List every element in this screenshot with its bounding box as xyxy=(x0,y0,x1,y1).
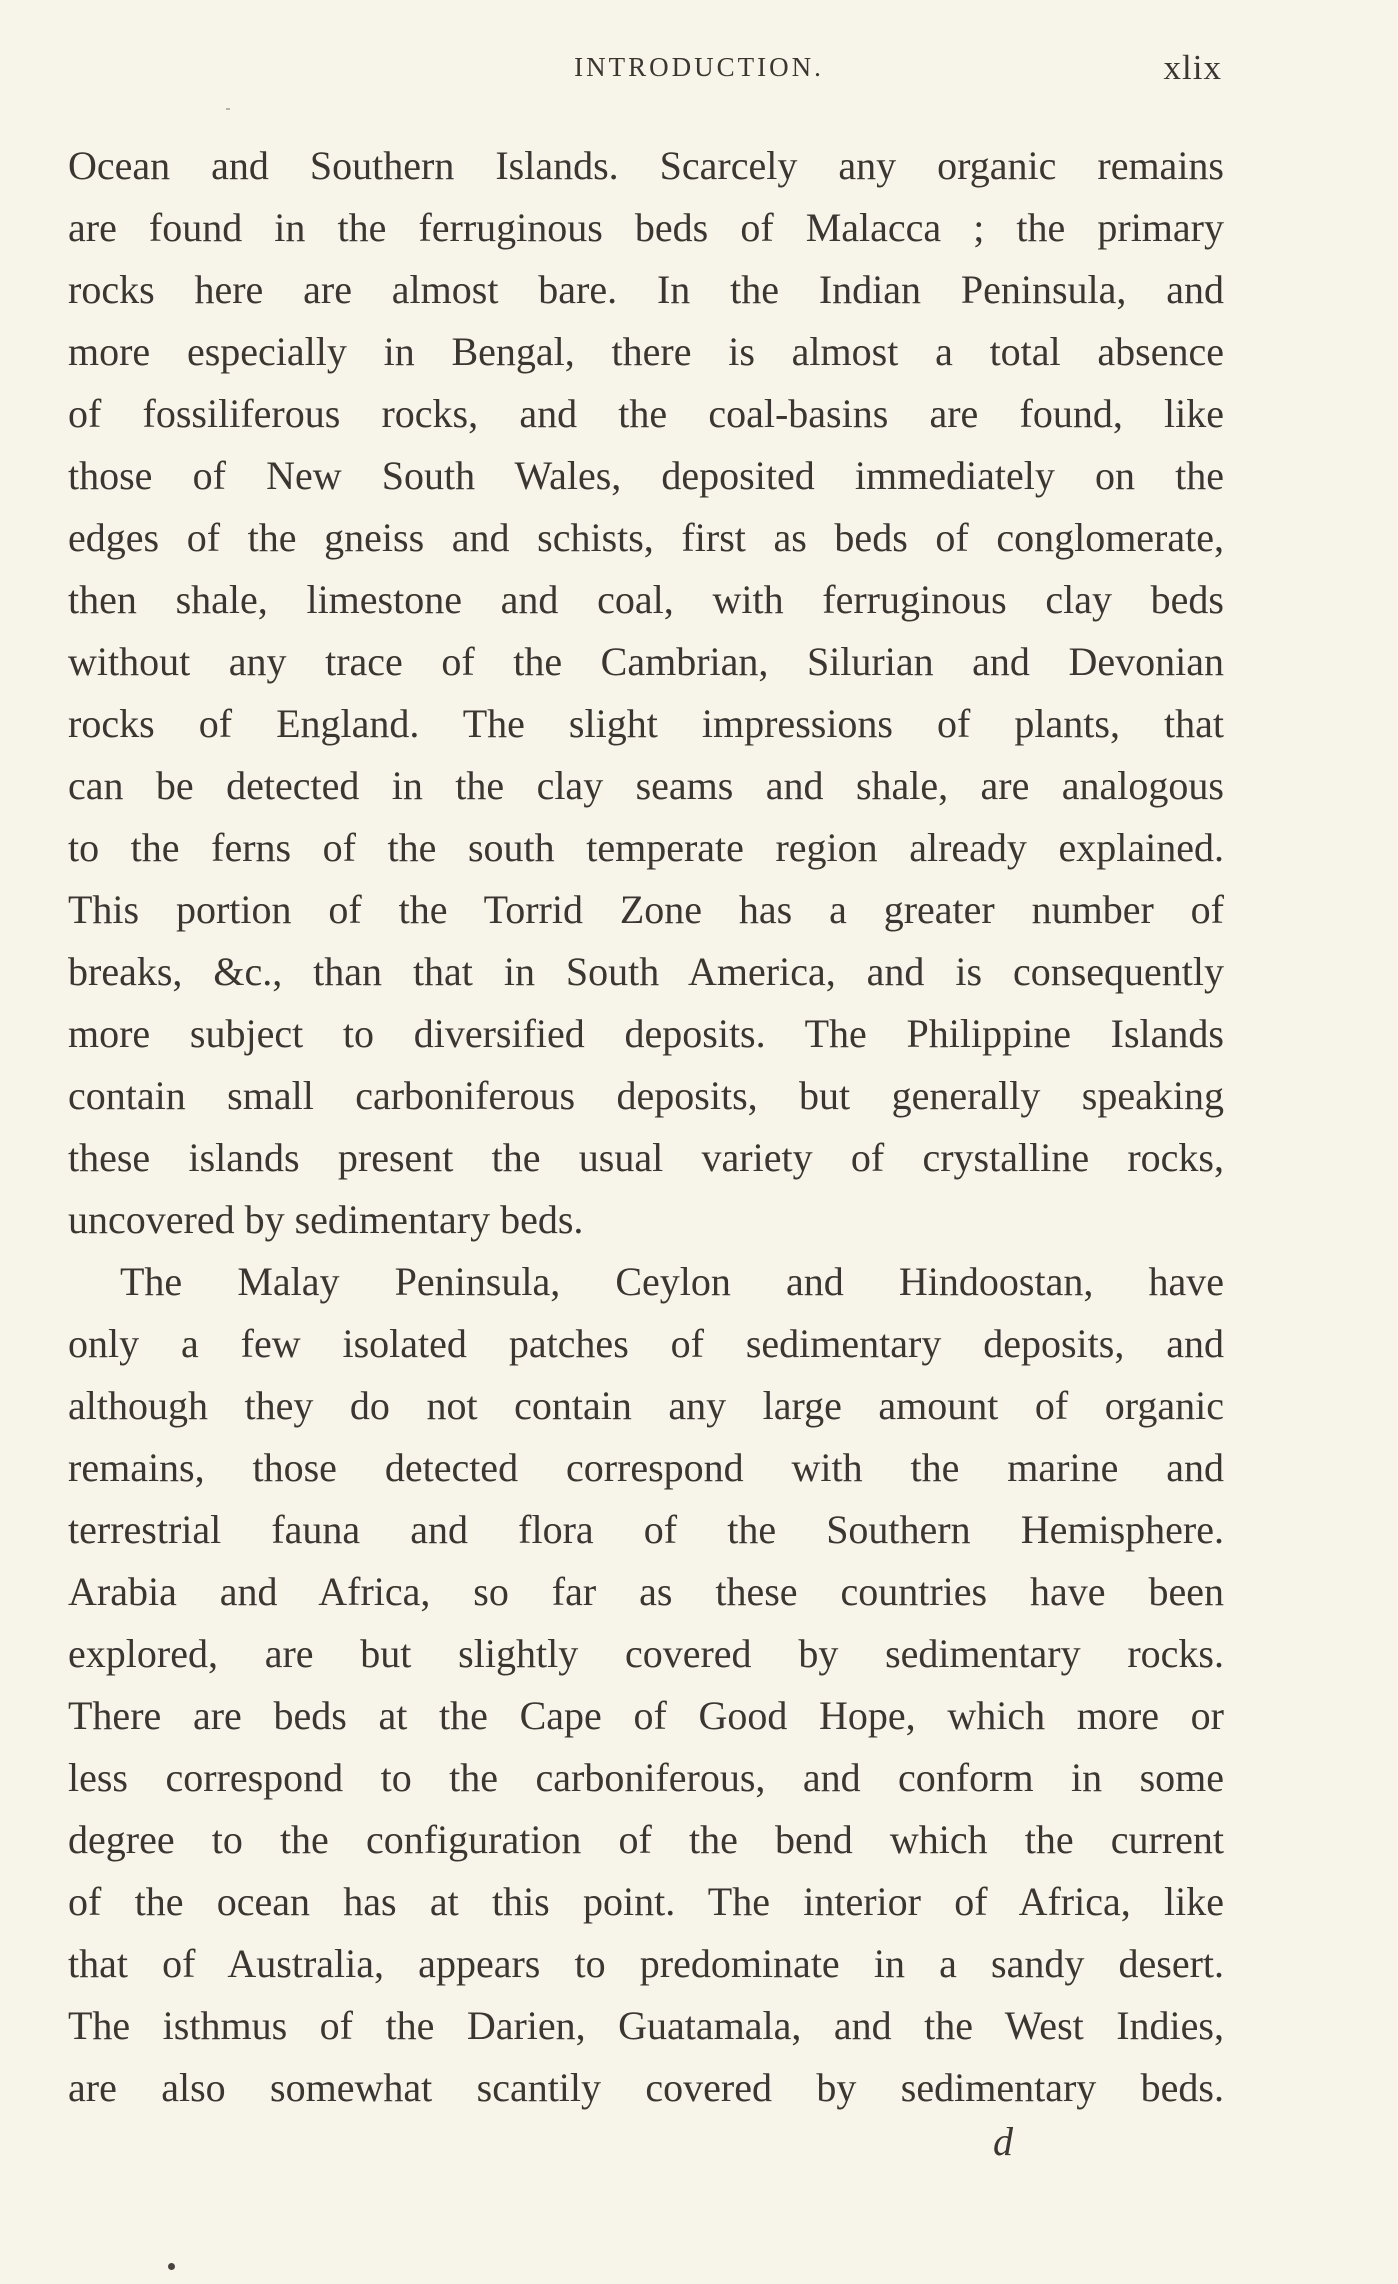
text-line: The Malay Peninsula, Ceylon and Hindoostan, have xyxy=(120,1259,1224,1304)
paragraph-2 xyxy=(68,1251,1224,2119)
text-line: of fossiliferous rocks, and the coal-basins are found, like xyxy=(68,391,1224,436)
text-line: This portion of the Torrid Zone has a greater number of xyxy=(68,887,1224,932)
ink-speck xyxy=(226,108,230,110)
text-line: without any trace of the Cambrian, Silurian and Devonian xyxy=(68,639,1224,684)
running-head xyxy=(0,48,1398,92)
text-line: explored, are but slightly covered by sedimentary rocks. xyxy=(68,1631,1224,1676)
text-line: of the ocean has at this point. The interior of Africa, like xyxy=(68,1879,1224,1924)
text-line: less correspond to the carboniferous, and conform in some xyxy=(68,1755,1224,1800)
text-line: those of New South Wales, deposited immediately on the xyxy=(68,453,1224,498)
text-line: although they do not contain any large amount of organic xyxy=(68,1383,1224,1428)
text-line: more especially in Bengal, there is almost a total absence xyxy=(68,329,1224,374)
text-line: rocks here are almost bare. In the Indian Peninsula, and xyxy=(68,267,1224,312)
body-text xyxy=(68,135,1224,2119)
text-line: are also somewhat scantily covered by sedimentary beds. xyxy=(68,2065,1224,2110)
text-line: can be detected in the clay seams and shale, are analogous xyxy=(68,763,1224,808)
text-line: The isthmus of the Darien, Guatamala, and the West Indies, xyxy=(68,2003,1224,2048)
text-line: There are beds at the Cape of Good Hope, which more or xyxy=(68,1693,1224,1738)
text-line: uncovered by sedimentary beds. xyxy=(68,1197,584,1242)
text-line: these islands present the usual variety of crystalline rocks, xyxy=(68,1135,1224,1180)
text-line: more subject to diversified deposits. The Philippine Islands xyxy=(68,1011,1224,1056)
text-line: rocks of England. The slight impressions of plants, that xyxy=(68,701,1224,746)
text-line: to the ferns of the south temperate region already explained. xyxy=(68,825,1224,870)
text-line: terrestrial fauna and flora of the Southern Hemisphere. xyxy=(68,1507,1224,1552)
paragraph-1 xyxy=(68,135,1224,1251)
ink-speck xyxy=(168,2263,175,2270)
text-line: edges of the gneiss and schists, first as beds of conglomerate, xyxy=(68,515,1224,560)
signature-mark: d xyxy=(993,2119,1013,2164)
text-line: degree to the configuration of the bend which the current xyxy=(68,1817,1224,1862)
running-title: INTRODUCTION. xyxy=(574,52,824,82)
text-line: then shale, limestone and coal, with ferruginous clay beds xyxy=(68,577,1224,622)
text-line: breaks, &c., than that in South America, and is consequently xyxy=(68,949,1224,994)
text-line: remains, those detected correspond with the marine and xyxy=(68,1445,1224,1490)
text-line: are found in the ferruginous beds of Malacca ; the primary xyxy=(68,205,1224,250)
text-line: that of Australia, appears to predominate in a sandy desert. xyxy=(68,1941,1224,1986)
text-line: Ocean and Southern Islands. Scarcely any organic remains xyxy=(68,143,1224,188)
text-line: contain small carboniferous deposits, but generally speaking xyxy=(68,1073,1224,1118)
page-number: xlix xyxy=(1163,48,1222,87)
text-line: only a few isolated patches of sedimentary deposits, and xyxy=(68,1321,1224,1366)
text-line: Arabia and Africa, so far as these countries have been xyxy=(68,1569,1224,1614)
